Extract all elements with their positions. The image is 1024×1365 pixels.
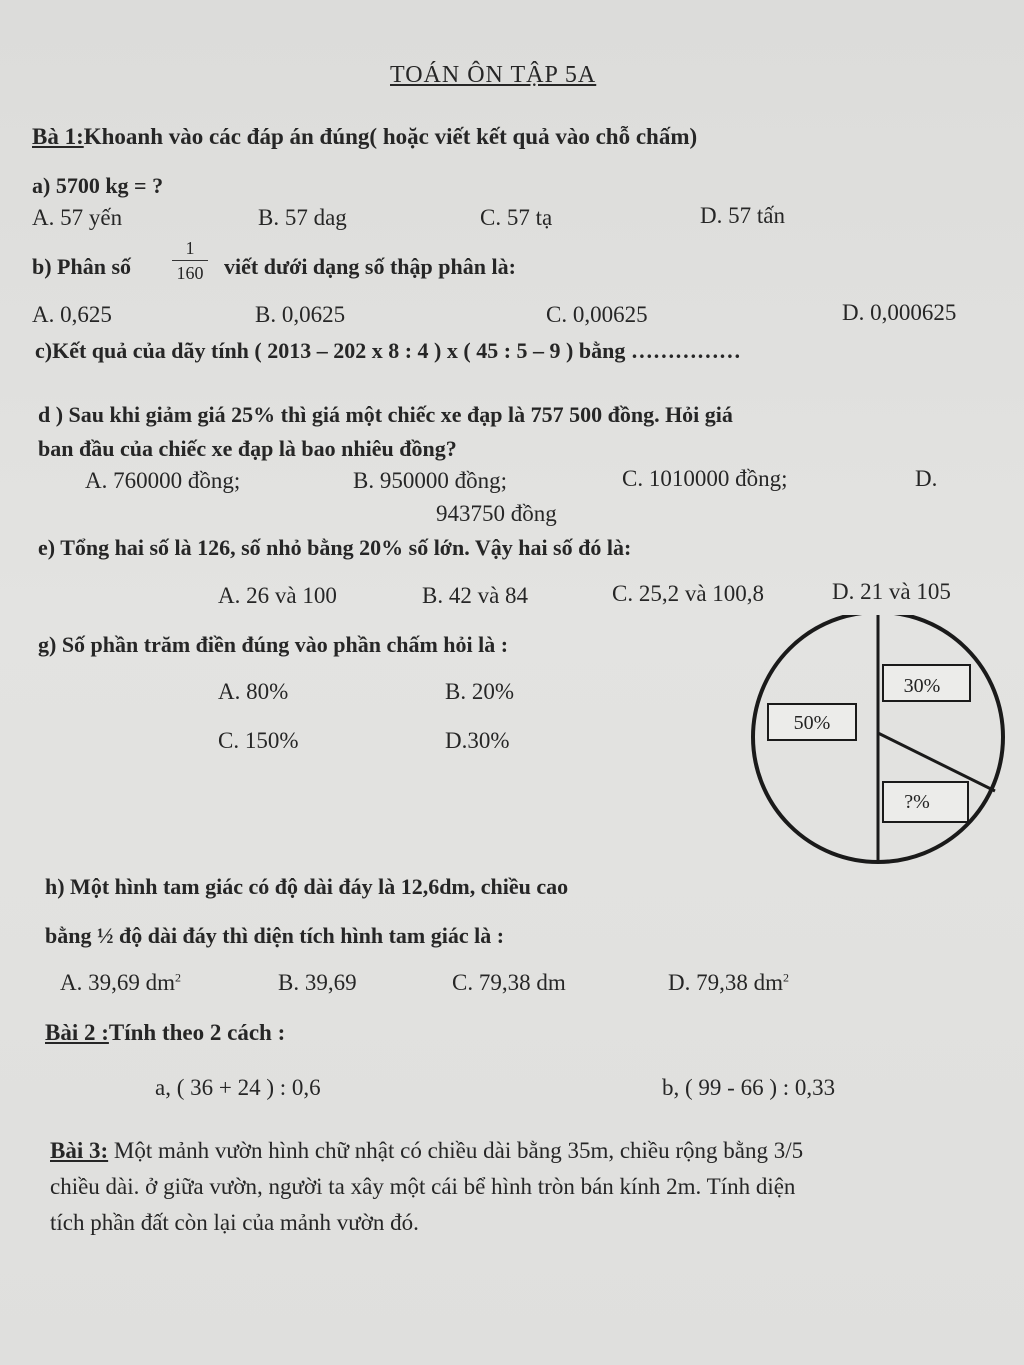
bai1-instruction: Khoanh vào các đáp án đúng( hoặc viết kết quả vào chỗ chấm) <box>83 124 698 149</box>
fraction-numerator: 1 <box>185 238 195 258</box>
h-option-a-sup: 2 <box>175 970 181 985</box>
question-b-prefix: b) Phân số <box>32 254 132 279</box>
pie-chart <box>740 615 1015 865</box>
bai1-heading: Bà 1: <box>32 124 84 149</box>
b-option-c: C. 0,00625 <box>546 302 648 327</box>
pie-label-30: 30% <box>903 675 941 697</box>
b-option-a: A. 0,625 <box>32 302 112 327</box>
b-option-d: D. 0,000625 <box>842 300 957 325</box>
h-option-c: C. 79,38 dm <box>452 970 566 995</box>
a-option-a: A. 57 yến <box>32 205 123 230</box>
fraction-denominator: 160 <box>176 263 204 283</box>
bai3-line3: tích phần đất còn lại của mảnh vườn đó. <box>50 1210 419 1235</box>
bai3-line1 <box>50 1138 803 1164</box>
page-title: TOÁN ÔN TẬP 5A <box>390 62 597 88</box>
bai2-heading: Bài 2 : <box>45 1020 109 1045</box>
a-option-b: B. 57 dag <box>258 205 347 230</box>
bai2-instruction: Tính theo 2 cách : <box>108 1020 286 1045</box>
d-option-b: B. 950000 đồng; <box>353 468 507 493</box>
bai3-line2: chiều dài. ở giữa vườn, người ta xây một cái bể hình tròn bán kính 2m. Tính diện <box>50 1174 796 1199</box>
a-option-c: C. 57 tạ <box>480 205 553 230</box>
question-g: g) Số phần trăm điền đúng vào phần chấm hỏi là : <box>38 632 509 657</box>
b-option-b: B. 0,0625 <box>255 302 346 327</box>
h-option-a-text: A. 39,69 dm <box>60 970 175 995</box>
e-option-b: B. 42 và 84 <box>422 583 529 608</box>
d-option-d: D. <box>915 466 938 491</box>
bai1-heading-line <box>32 124 697 150</box>
h-option-b: B. 39,69 <box>278 970 357 995</box>
bai2-part-b: b, ( 99 - 66 ) : 0,33 <box>662 1075 836 1100</box>
h-option-a <box>60 970 181 996</box>
bai2-heading-line <box>45 1020 285 1046</box>
bai3-line1-text: Một mảnh vườn hình chữ nhật có chiều dài bằng 35m, chiều rộng bằng 3/5 <box>108 1138 804 1163</box>
bai3-heading: Bài 3: <box>50 1138 109 1163</box>
d-option-d-value: 943750 đồng <box>436 501 557 526</box>
g-option-b: B. 20% <box>445 679 514 704</box>
question-e: e) Tổng hai số là 126, số nhỏ bằng 20% số lớn. Vậy hai số đó là: <box>38 535 632 560</box>
h-option-d <box>668 970 789 996</box>
fraction-bar <box>172 260 208 261</box>
g-option-d: D.30% <box>445 728 510 753</box>
g-option-c: C. 150% <box>218 728 299 753</box>
pie-label-unknown: ?% <box>904 791 930 813</box>
pie-label-50: 50% <box>793 712 831 734</box>
fraction-1-160 <box>170 238 210 283</box>
question-d-line1: d ) Sau khi giảm giá 25% thì giá một chiếc xe đạp là 757 500 đồng. Hỏi giá <box>38 402 733 427</box>
question-d-line2: ban đầu của chiếc xe đạp là bao nhiêu đồng? <box>38 436 457 461</box>
d-option-a: A. 760000 đồng; <box>85 468 241 493</box>
question-h-line1: h) Một hình tam giác có độ dài đáy là 12,6dm, chiều cao <box>45 874 569 899</box>
d-option-c: C. 1010000 đồng; <box>622 466 788 491</box>
question-b-suffix: viết dưới dạng số thập phân là: <box>224 254 516 279</box>
g-option-a: A. 80% <box>218 679 289 704</box>
e-option-c: C. 25,2 và 100,8 <box>612 581 765 606</box>
question-h-line2: bằng ½ độ dài đáy thì diện tích hình tam giác là : <box>45 923 505 948</box>
h-option-d-text: D. 79,38 dm <box>668 970 783 995</box>
e-option-a: A. 26 và 100 <box>218 583 337 608</box>
h-option-d-sup: 2 <box>783 970 789 985</box>
bai2-part-a: a, ( 36 + 24 ) : 0,6 <box>155 1075 321 1100</box>
question-a: a) 5700 kg = ? <box>32 173 164 198</box>
question-c: c)Kết quả của dãy tính ( 2013 – 202 x 8 : 4 ) x ( 45 : 5 – 9 ) bằng …………… <box>35 338 741 363</box>
a-option-d: D. 57 tấn <box>700 203 785 228</box>
e-option-d: D. 21 và 105 <box>832 579 951 604</box>
